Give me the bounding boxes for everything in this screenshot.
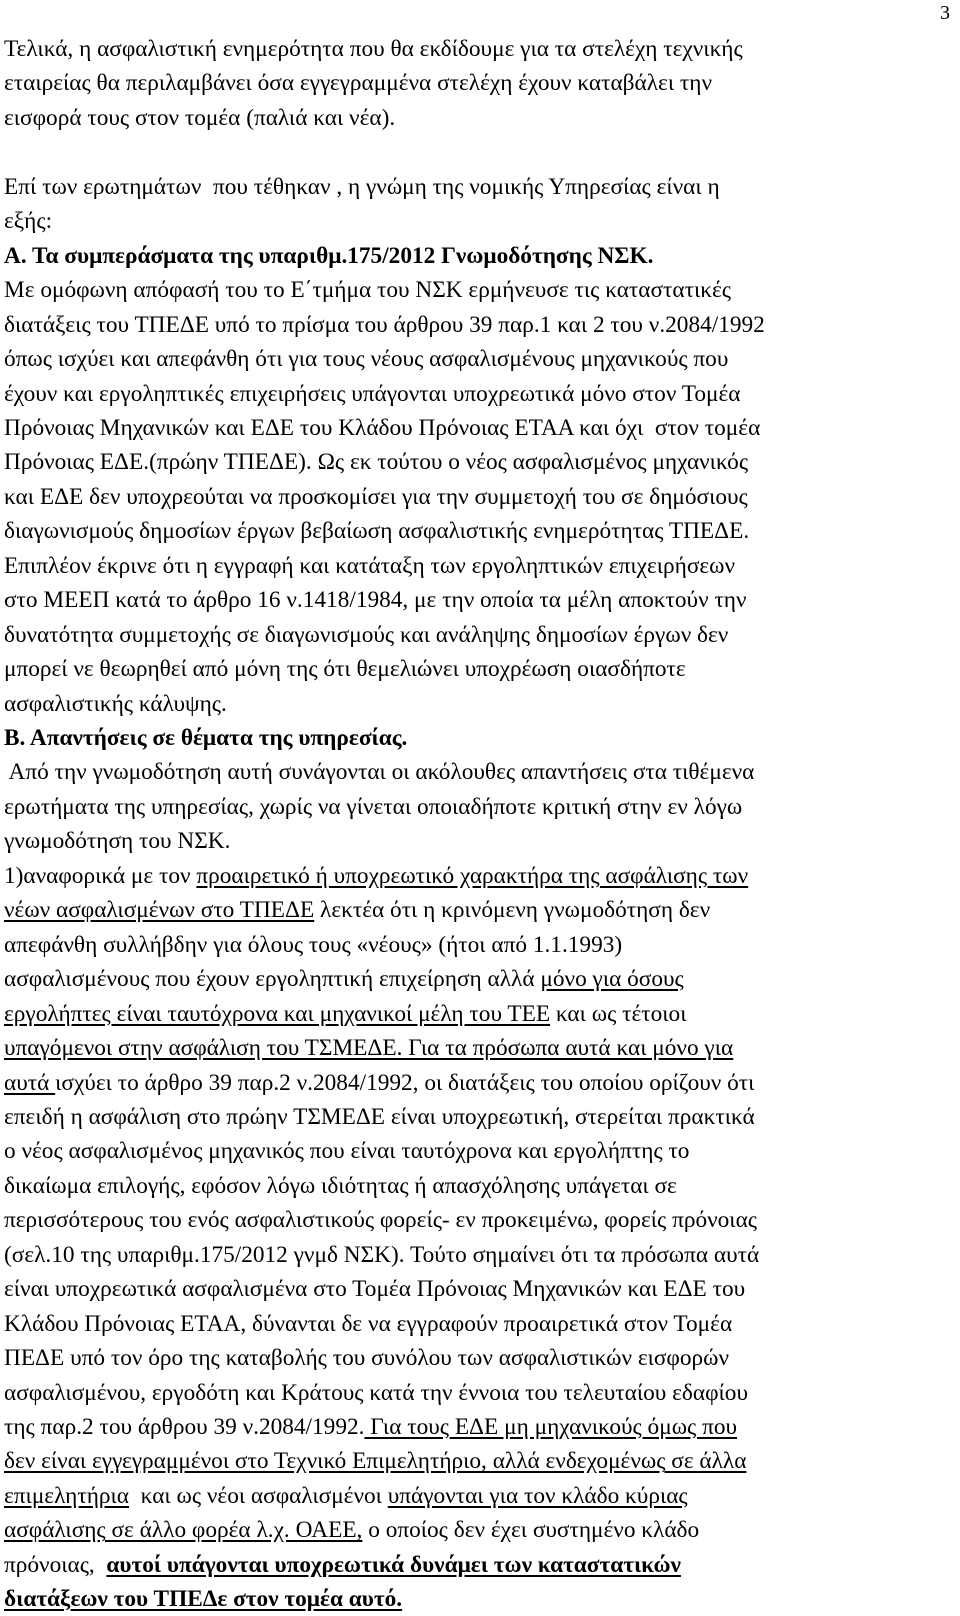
text-segment: ασφαλισμένους που έχουν εργοληπτική επιχείρηση αλλά: [4, 966, 541, 993]
text-segment: ασφαλισμένου, εργοδότη και Κράτους κατά την έννοια του τελευταίου εδαφίου: [4, 1379, 748, 1406]
text-segment: της παρ.2 του άρθρου 39 ν.2084/1992.: [4, 1414, 365, 1440]
text-line: [4, 32, 743, 66]
page-number: 3: [940, 2, 950, 24]
text-segment: εργολήπτες είναι ταυτόχρονα και μηχανικοί μέλη του ΤΕΕ: [4, 1000, 551, 1027]
text-line: [4, 1238, 759, 1272]
text-segment: έχουν και εργοληπτικές επιχειρήσεις υπάγονται υποχρεωτικά μόνο στον Τομέα: [4, 380, 741, 407]
text-segment: λεκτέα ότι η κρινόμενη γνωμοδότηση δεν: [314, 897, 711, 924]
text-segment: επειδή η ασφάλιση στο πρώην ΤΣΜΕΔΕ είναι υποχρεωτική, στερείται πρακτικά: [4, 1103, 755, 1130]
text-segment: μπορεί νε θεωρηθεί από μόνη της ότι θεμελιώνει υποχρέωση οιασδήποτε: [4, 656, 686, 683]
text-line: [4, 721, 407, 755]
text-segment: δυνατότητα συμμετοχής σε διαγωνισμούς και ανάληψης δημοσίων έργων δεν: [4, 621, 729, 648]
text-line: [4, 377, 741, 411]
text-line: [4, 170, 720, 204]
text-segment: ισχύει το άρθρο 39 παρ.2 ν.2084/1992, οι διατάξεις του οποίου ορίζουν ότι: [55, 1069, 755, 1096]
text-segment: 1)αναφορικά με τον: [4, 862, 197, 889]
text-line: [4, 1410, 737, 1444]
text-segment: αυτοί υπάγονται υποχρεωτικά δυνάμει των καταστατικών: [106, 1551, 681, 1578]
text-segment: και ΕΔΕ δεν υποχρεούται να προσκομίσει για την συμμετοχή του σε δημόσιους: [4, 483, 748, 510]
text-line: [4, 962, 684, 996]
text-line: [4, 239, 653, 273]
text-line: [4, 997, 686, 1031]
text-segment: αυτά: [4, 1069, 56, 1096]
text-segment: εισφορά τους στον τομέα (παλιά και νέα).: [4, 104, 396, 131]
text-segment: ερωτήματα της υπηρεσίας, χωρίς να γίνεται οποιαδήποτε κριτική στην εν λόγω: [4, 793, 743, 820]
text-line: [4, 411, 760, 445]
text-line: [4, 66, 712, 100]
text-line: [4, 1100, 755, 1134]
text-segment: ο νέος ασφαλισμένος μηχανικός που είναι ταυτόχρονα και εργολήπτης το: [4, 1138, 690, 1165]
text-segment: (σελ.10 της υπαριθμ.175/2012 γνμδ ΝΣΚ). Τούτο σημαίνει ότι τα πρόσωπα αυτά: [4, 1241, 760, 1268]
text-segment: Από την γνωμοδότηση αυτή συνάγονται οι ακόλουθες απαντήσεις στα τιθέμενα: [4, 759, 755, 786]
text-line: [4, 1444, 746, 1478]
text-segment: διατάξεις του ΤΠΕΔΕ υπό το πρίσμα του άρθρου 39 παρ.1 και 2 του ν.2084/1992: [4, 311, 765, 338]
text-segment: εταιρείας θα περιλαμβάνει όσα εγγεγραμμένα στελέχη έχουν καταβάλει την: [4, 70, 712, 97]
text-segment: προαιρετικό ή υποχρεωτικό χαρακτήρα της ασφάλισης των: [196, 862, 749, 889]
text-line: [4, 1307, 732, 1341]
text-line: [4, 790, 742, 824]
text-segment: Β. Απαντήσεις σε θέματα της υπηρεσίας.: [4, 725, 408, 751]
text-segment: πρόνοιας,: [4, 1551, 107, 1578]
text-segment: διατάξεων του ΤΠΕΔε στον τομέα αυτό.: [4, 1586, 403, 1613]
text-line: [4, 1169, 677, 1203]
text-segment: Επιπλέον έκρινε ότι η εγγραφή και κατάταξη των εργοληπτικών επιχειρήσεων: [4, 552, 736, 579]
text-line: [4, 1203, 757, 1237]
text-segment: διαγωνισμούς δημοσίων έργων βεβαίωση ασφαλιστικής ενημερότητας ΤΠΕΔΕ.: [4, 518, 750, 545]
text-segment: και ως τέτοιοι: [550, 1000, 687, 1027]
text-segment: Επί των ερωτημάτων που τέθηκαν , η γνώμη της νομικής Υπηρεσίας είναι η: [4, 173, 720, 200]
text-line: [4, 445, 748, 479]
text-line: [4, 755, 754, 789]
text-segment: Για τους ΕΔΕ μη μηχανικούς όμως που: [364, 1414, 738, 1440]
text-segment: υπάγονται για τον κλάδο κύριας: [387, 1482, 688, 1509]
text-segment: ΠΕΔΕ υπό τον όρο της καταβολής του συνόλου των ασφαλιστικών εισφορών: [4, 1345, 730, 1372]
text-segment: όπως ισχύει και απεφάνθη ότι για τους νέους ασφαλισμένους μηχανικούς που: [4, 346, 729, 373]
text-line: [4, 101, 395, 135]
text-line: [4, 859, 748, 893]
text-line: [4, 1341, 729, 1375]
text-line: [4, 687, 227, 721]
text-line: [4, 1134, 689, 1168]
text-line: [4, 1272, 745, 1306]
text-segment: ο οποίος δεν έχει συστημένο κλάδο: [362, 1517, 700, 1544]
text-line: [4, 1582, 402, 1616]
text-line: [4, 652, 686, 686]
text-line: [4, 308, 765, 342]
text-segment: εξής:: [4, 208, 53, 235]
text-segment: νέων ασφαλισμένων στο ΤΠΕΔΕ: [4, 897, 315, 924]
text-segment: ασφαλιστικής κάλυψης.: [4, 690, 227, 717]
text-line: [4, 204, 52, 238]
text-line: [4, 824, 230, 858]
text-line: [4, 893, 710, 927]
text-segment: είναι υποχρεωτικά ασφαλισμένα στο Τομέα Πρόνοιας Μηχανικών και ΕΔΕ του: [4, 1276, 746, 1303]
text-line: [4, 583, 747, 617]
text-segment: Πρόνοιας Μηχανικών και ΕΔΕ του Κλάδου Πρόνοιας ΕΤΑΑ και όχι στον τομέα: [4, 414, 761, 441]
text-line: [4, 549, 735, 583]
text-segment: Πρόνοιας ΕΔΕ.(πρώην ΤΠΕΔΕ). Ως εκ τούτου ο νέος ασφαλισμένος μηχανικός: [4, 449, 749, 476]
text-segment: υπαγόμενοι στην ασφάλιση του ΤΣΜΕΔΕ. Για τα πρόσωπα αυτά και μόνο για: [4, 1035, 734, 1062]
text-segment: ασφάλισης σε άλλο φορέα λ.χ. ΟΑΕΕ,: [4, 1517, 363, 1544]
text-line: [4, 1066, 754, 1100]
text-line: [4, 1031, 733, 1065]
text-segment: περισσότερους του ενός ασφαλιστικούς φορείς- εν προκειμένω, φορείς πρόνοιας: [4, 1207, 758, 1234]
text-segment: Τελικά, η ασφαλιστική ενημερότητα που θα εκδίδουμε για τα στελέχη τεχνικής: [4, 36, 743, 62]
text-segment: γνωμοδότηση του ΝΣΚ.: [4, 828, 231, 855]
text-segment: δεν είναι εγγεγραμμένοι στο Τεχνικό Επιμελητήριο, αλλά ενδεχομένως σε άλλα: [4, 1448, 747, 1475]
text-segment: στο ΜΕΕΠ κατά το άρθρο 16 ν.1418/1984, με την οποία τα μέλη αποκτούν την: [4, 587, 747, 614]
text-line: [4, 1548, 681, 1582]
text-segment: και ως νέοι ασφαλισμένοι: [129, 1482, 388, 1509]
text-line: [4, 1479, 688, 1513]
text-segment: Κλάδου Πρόνοιας ΕΤΑΑ, δύνανται δε να εγγραφούν προαιρετικά στον Τομέα: [4, 1310, 733, 1337]
text-line: [4, 1376, 748, 1410]
text-line: [4, 928, 622, 962]
text-segment: επιμελητήρια: [4, 1482, 130, 1509]
text-line: [4, 480, 748, 514]
text-segment: μόνο για όσους: [540, 966, 684, 993]
text-segment: Α. Τα συμπεράσματα της υπαριθμ.175/2012 Γνωμοδότησης ΝΣΚ.: [4, 242, 654, 269]
text-segment: δικαίωμα επιλογής, εφόσον λόγω ιδιότητας ή απασχόλησης υπάγεται σε: [4, 1172, 677, 1199]
text-line: [4, 618, 728, 652]
text-segment: Με ομόφωνη απόφασή του το Ε΄τμήμα του ΝΣΚ ερμήνευσε τις καταστατικές: [4, 277, 732, 304]
text-line: [4, 1513, 699, 1547]
text-segment: απεφάνθη συλλήβδην για όλους τους «νέους» (ήτοι από 1.1.1993): [4, 931, 623, 958]
text-line: [4, 514, 749, 548]
text-line: [4, 273, 731, 307]
text-line: [4, 342, 728, 376]
